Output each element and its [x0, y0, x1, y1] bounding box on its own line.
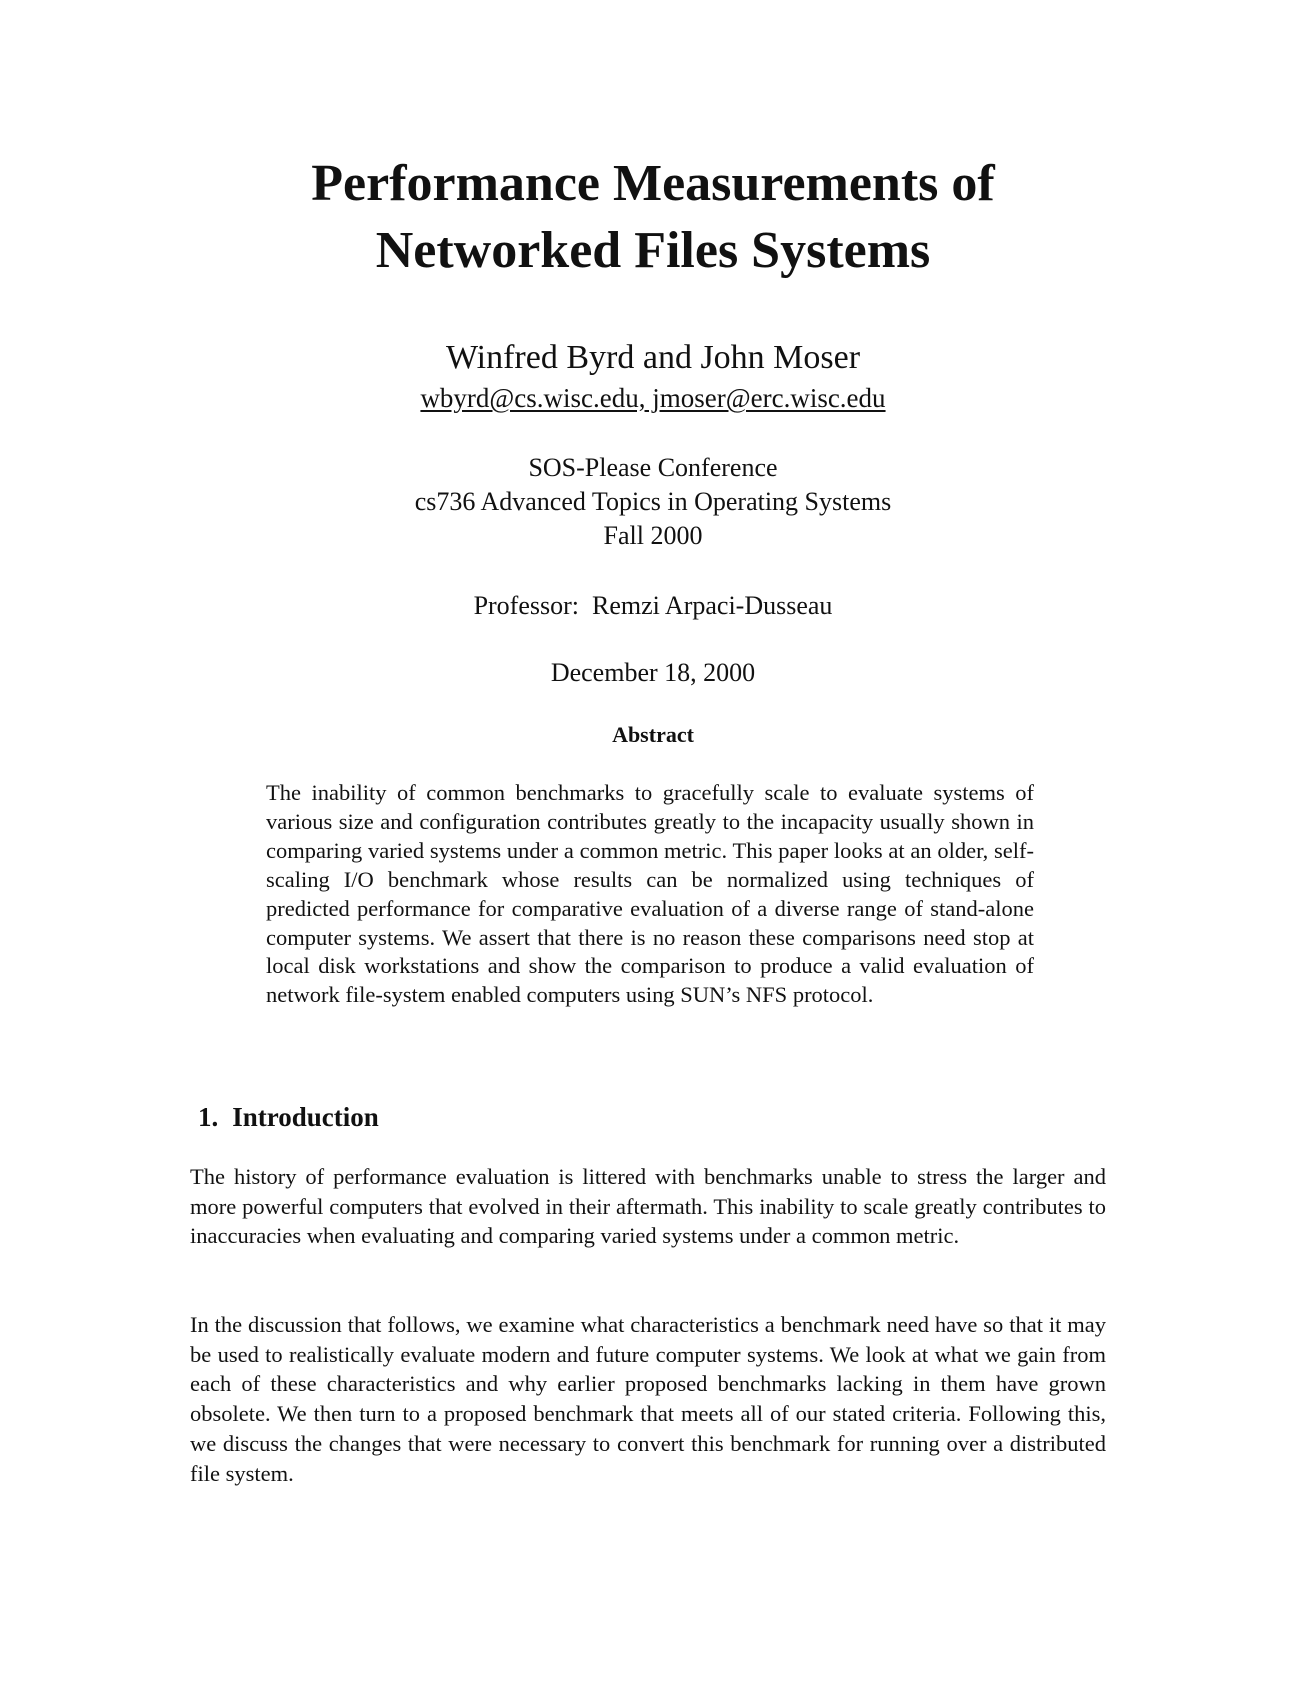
paper-date: December 18, 2000 — [550, 658, 756, 687]
conference-name: SOS-Please Conference — [528, 453, 778, 482]
author-emails — [0, 381, 1306, 415]
term: Fall 2000 — [603, 521, 703, 550]
author-email-links[interactable]: wbyrd@cs.wisc.edu, jmoser@erc.wisc.edu — [420, 383, 886, 413]
conference-info — [0, 451, 1306, 553]
abstract-heading: Abstract — [612, 722, 694, 747]
section-title: Introduction — [232, 1102, 379, 1132]
professor-line: Professor: Remzi Arpaci-Dusseau — [473, 591, 833, 620]
introduction-paragraph-2: In the discussion that follows, we examine what characteristics a benchmark need have so that it may be used to realistically evaluate modern and future computer systems. We look at what we gain from each of these characteristics and why earlier proposed benchmarks lacking in them have grown obsolete. We then turn to a proposed benchmark that meets all of our stated criteria. Following this, we discuss the changes that were necessary to convert this benchmark for running over a distributed file system. — [190, 1312, 1106, 1486]
author-names: Winfred Byrd and John Moser — [445, 339, 861, 376]
paper-title-line-2: Networked Files Systems — [375, 222, 931, 279]
paper-title-line-1: Performance Measurements of — [311, 155, 995, 212]
introduction-paragraph-1: The history of performance evaluation is littered with benchmarks unable to stress the larger and more powerful computers that evolved in their aftermath. This inability to scale greatly contributes to inaccuracies when evaluating and comparing varied systems under a common metric. — [190, 1164, 1106, 1249]
section-number: 1. — [198, 1102, 219, 1132]
section-heading-introduction — [198, 1100, 379, 1134]
abstract-text: The inability of common benchmarks to gracefully scale to evaluate systems of various size and configuration contributes greatly to the incapacity usually shown in comparing varied systems under a common metric. This paper looks at an older, self-scaling I/O benchmark whose results can be normalized using techniques of predicted performance for comparative evaluation of a diverse range of stand-alone computer systems. We assert that there is no reason these comparisons need stop at local disk workstations and show the comparison to produce a valid evaluation of network file-system enabled computers using SUN’s NFS protocol. — [266, 780, 1034, 1008]
course-name: cs736 Advanced Topics in Operating Systems — [414, 487, 892, 516]
paper-title — [0, 150, 1306, 284]
